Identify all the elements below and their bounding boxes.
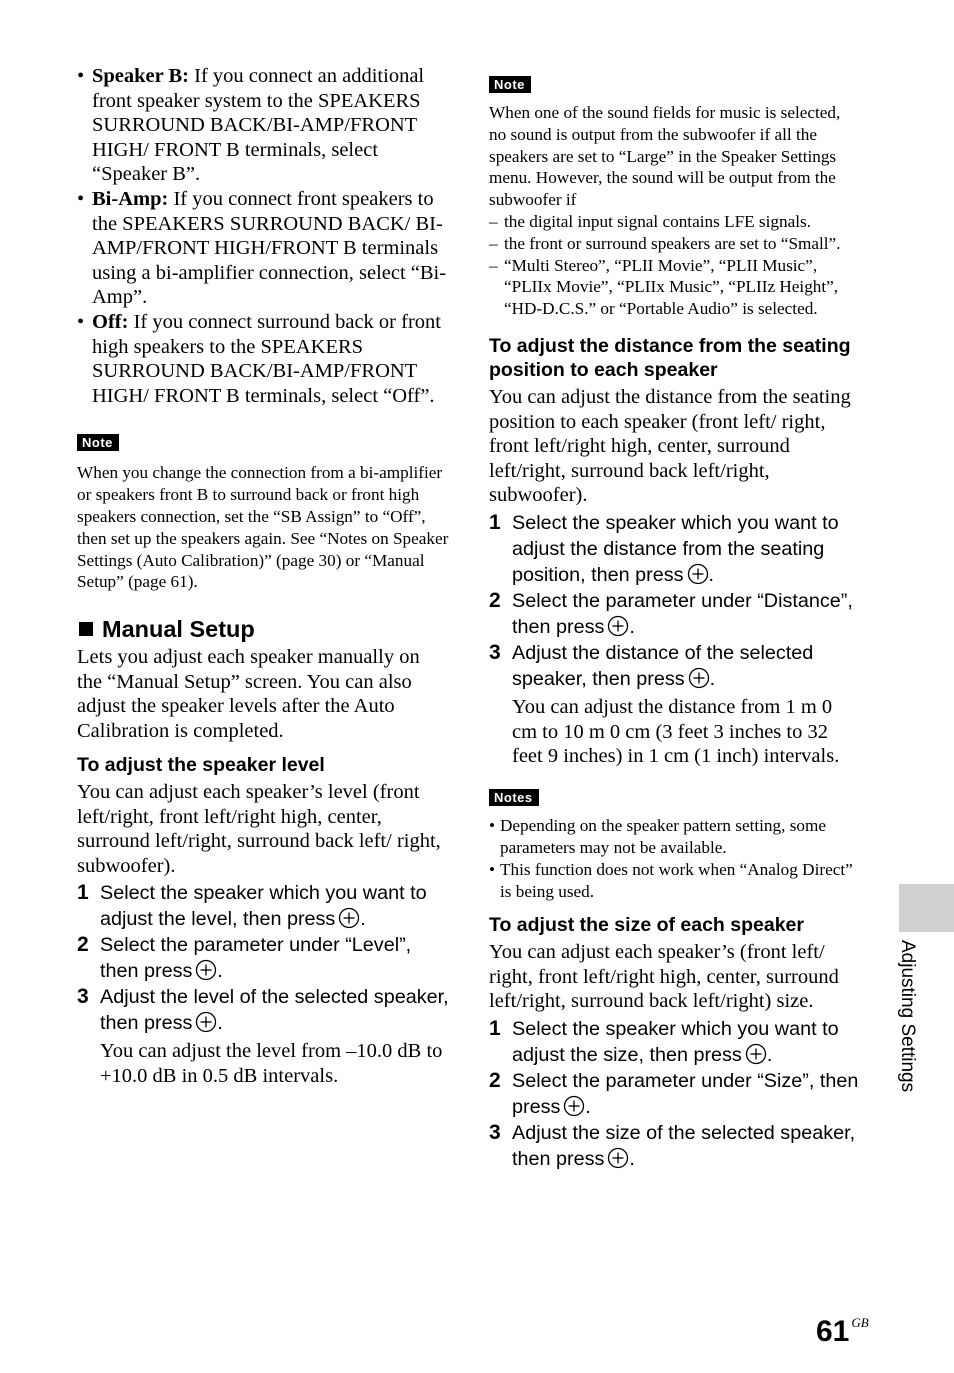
list-item xyxy=(77,187,449,310)
chapter-side-tab xyxy=(899,884,954,932)
step-text: Select the speaker which you want to adjust the size, then press xyxy=(512,1017,839,1066)
notes-list xyxy=(489,815,861,902)
step-item xyxy=(489,588,861,640)
step-text: Select the speaker which you want to adjust the distance from the seating position, then press xyxy=(512,511,839,586)
step-list xyxy=(489,1016,861,1172)
step-list xyxy=(77,880,449,1088)
list-item-text: the digital input signal contains LFE signals. xyxy=(504,211,811,231)
speaker-option-list xyxy=(77,64,449,408)
step-text: Adjust the level of the selected speaker, then press xyxy=(100,986,449,1035)
step-end: . xyxy=(629,615,635,638)
note-block xyxy=(489,76,861,320)
step-item xyxy=(489,510,861,588)
step-item xyxy=(489,1068,861,1120)
note-block xyxy=(77,434,449,593)
list-item-text: This function does not work when “Analog Direct” is being used. xyxy=(500,859,853,901)
step-end: . xyxy=(709,667,716,690)
option-term: Speaker B: xyxy=(92,65,190,87)
step-end: . xyxy=(708,563,715,586)
step-number: 3 xyxy=(489,1120,501,1144)
list-item xyxy=(489,233,861,255)
step-text: Adjust the distance of the selected speaker, then press xyxy=(512,641,814,690)
option-text: If you connect surround back or front high speakers to the SPEAKERS SURROUND BACK/BI-AMP/FRONT HIGH/ FRONT B terminals, select “Off”. xyxy=(92,310,441,407)
subsection-heading: To adjust the speaker level xyxy=(77,754,325,777)
chapter-label-text: Adjusting Settings xyxy=(897,940,918,1093)
list-item xyxy=(489,211,861,233)
step-end: . xyxy=(585,1095,591,1118)
enter-button-icon xyxy=(687,563,709,585)
note-text: When you change the connection from a bi-amplifier or speakers front B to surround back or front high speakers connection, set the “SB Assign” to “Off”, then set up the speakers again. See “Notes on Speaker Settings (Auto Calibration)” (page 30) or “Manual Setup” (page 61). xyxy=(77,463,449,592)
step-item xyxy=(489,1120,861,1172)
step-note: You can adjust the distance from 1 m 0 cm to 10 m 0 cm (3 feet 3 inches to 32 feet 9 inches) in 1 cm (1 inch) intervals. xyxy=(512,695,840,768)
enter-button-icon xyxy=(563,1095,585,1117)
step-end: . xyxy=(629,1147,635,1170)
enter-button-icon xyxy=(607,615,629,637)
step-end: . xyxy=(360,908,366,931)
bullet-icon: • xyxy=(77,65,85,87)
step-number: 3 xyxy=(489,640,501,664)
enter-button-icon xyxy=(688,667,710,689)
note-condition-list xyxy=(489,211,861,320)
step-item xyxy=(77,932,449,984)
step-item xyxy=(489,640,861,769)
enter-button-icon xyxy=(745,1043,767,1065)
step-number: 2 xyxy=(489,1068,501,1092)
step-end: . xyxy=(766,1043,773,1066)
chapter-side-label xyxy=(895,940,921,1140)
distance-section xyxy=(489,334,861,769)
step-number: 2 xyxy=(77,933,89,957)
page-number-suffix: GB xyxy=(851,1315,869,1330)
page-number-text: 61 xyxy=(816,1315,850,1348)
list-item xyxy=(77,64,449,187)
page-number xyxy=(816,1306,869,1349)
subsection-intro: You can adjust each speaker’s (front left/ right, front left/right high, center, surround left/right, surround back left/right) size. xyxy=(489,940,839,1013)
option-term: Bi-Amp: xyxy=(92,187,169,210)
note-badge: Note xyxy=(77,434,119,451)
size-section xyxy=(489,913,861,1171)
step-list xyxy=(489,510,861,769)
enter-button-icon xyxy=(195,1011,217,1033)
step-text: Select the parameter under “Level”, then press xyxy=(100,934,412,983)
bullet-icon: • xyxy=(77,310,85,333)
enter-button-icon xyxy=(607,1147,629,1169)
bullet-icon: • xyxy=(77,187,85,210)
list-item-text: the front or surround speakers are set to “Small”. xyxy=(504,233,841,253)
section-intro: Lets you adjust each speaker manually on the “Manual Setup” screen. You can also adjust the speaker levels after the Auto Calibration is completed. xyxy=(77,646,420,742)
section-title xyxy=(77,615,449,643)
subsection-intro: You can adjust the distance from the seating position to each speaker (front left/ right, front left/right high, center, surround left/right, surround back left/right, subwoofer). xyxy=(489,385,851,507)
list-item xyxy=(489,859,861,903)
enter-button-icon xyxy=(195,959,217,981)
step-number: 3 xyxy=(77,985,89,1009)
right-column xyxy=(489,76,861,1172)
notes-badge: Notes xyxy=(489,789,539,806)
manual-setup-section xyxy=(77,615,449,1088)
dash-icon: – xyxy=(489,255,498,275)
step-text: Select the parameter under “Distance”, then press xyxy=(512,589,853,638)
step-text: Select the speaker which you want to adjust the level, then press xyxy=(100,882,427,931)
subsection-heading: To adjust the distance from the seating position to each speaker xyxy=(489,334,851,382)
square-bullet-icon xyxy=(79,622,93,636)
step-end: . xyxy=(217,960,223,983)
list-item xyxy=(489,255,861,320)
dash-icon: – xyxy=(489,211,498,231)
step-text: Adjust the size of the selected speaker, then press xyxy=(512,1121,856,1170)
subsection-heading: To adjust the size of each speaker xyxy=(489,914,804,937)
step-number: 1 xyxy=(77,881,89,905)
option-text: If you connect an additional front speaker system to the SPEAKERS SURROUND BACK/BI-AMP/FRONT HIGH/ FRONT B terminals, select “Speaker B”. xyxy=(92,65,425,186)
note-badge: Note xyxy=(489,76,531,93)
option-text: If you connect front speakers to the SPEAKERS SURROUND BACK/ BI-AMP/FRONT HIGH/FRONT B terminals using a bi-amplifier connection, select “Bi-Amp”. xyxy=(92,187,447,309)
dash-icon: – xyxy=(489,233,498,253)
option-term: Off: xyxy=(92,310,129,333)
step-note: You can adjust the level from –10.0 dB to +10.0 dB in 0.5 dB intervals. xyxy=(100,1040,443,1087)
step-number: 1 xyxy=(489,1016,501,1040)
section-title-text: Manual Setup xyxy=(102,616,255,643)
step-end: . xyxy=(217,1012,223,1035)
step-text: Select the parameter under “Size”, then press xyxy=(512,1069,859,1118)
step-item xyxy=(77,880,449,932)
left-column xyxy=(77,64,449,1109)
subsection-intro: You can adjust each speaker’s level (front left/right, front left/right high, center, surround left/right, surround back left/ right, subwoofer). xyxy=(77,780,441,877)
step-number: 1 xyxy=(489,510,501,534)
enter-button-icon xyxy=(338,907,360,929)
step-item xyxy=(489,1016,861,1068)
list-item-text: Depending on the speaker pattern setting, some parameters may not be available. xyxy=(500,816,826,858)
bullet-icon: • xyxy=(489,816,496,836)
list-item xyxy=(77,310,449,408)
step-number: 2 xyxy=(489,588,501,612)
list-item xyxy=(489,815,861,859)
note-text: When one of the sound fields for music is selected, no sound is output from the subwoofer if all the speakers are set to “Large” in the Speaker Settings menu. However, the sound will be output from the subwoofer if xyxy=(489,103,841,210)
list-item-text: “Multi Stereo”, “PLII Movie”, “PLII Music”, “PLIIx Movie”, “PLIIx Music”, “PLIIz Height”, “HD-D.C.S.” or “Portable Audio” is selected. xyxy=(504,255,839,319)
notes-block xyxy=(489,789,861,902)
step-item xyxy=(77,984,449,1088)
bullet-icon: • xyxy=(489,859,496,879)
